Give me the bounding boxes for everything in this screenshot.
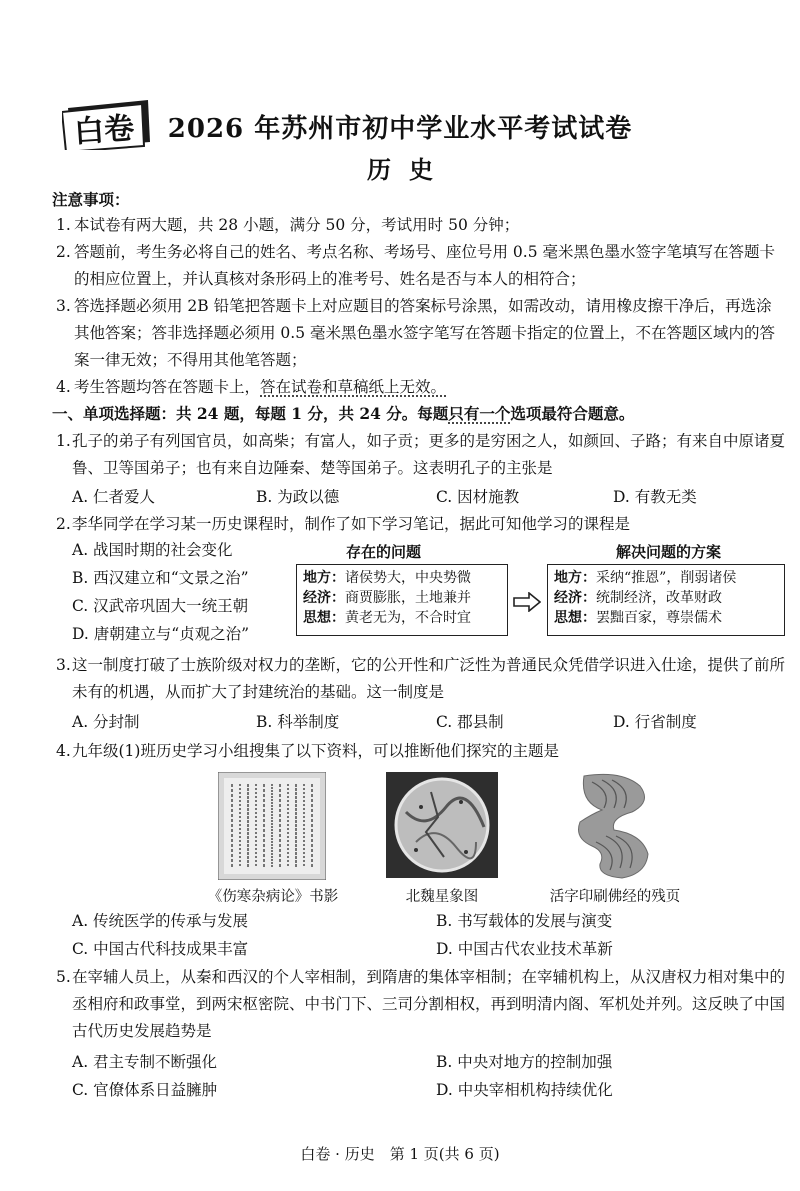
caption-star-map: 北魏星象图: [405, 889, 479, 905]
note-text: 答选择题必须用 2B 铅笔把答题卡上对应题目的答案标号涂黑，如需改动，请用橡皮擦干净后，再选涂其他答案；答非选择题必须用 0.5 毫米黑色墨水签字笔写在答题卡指定的位置上，不在答题区域内的答案一律无效；不得用其他笔答题；: [74, 297, 776, 369]
caption-sutra: 活字印刷佛经的残页: [549, 889, 681, 905]
question-4-options: [72, 907, 772, 963]
note-item-4: [52, 374, 782, 401]
page-footer: 白卷 · 历史 第 1 页(共 6 页): [300, 1145, 500, 1163]
option-b[interactable]: B. 为政以德: [256, 488, 340, 506]
note-item-2: [52, 239, 782, 293]
option-b[interactable]: B. 书写载体的发展与演变: [436, 912, 613, 930]
question-number: 3.: [56, 656, 71, 674]
question-text: 李华同学在学习某一历史课程时，制作了如下学习笔记，据此可知他学习的课程是: [72, 515, 631, 533]
option-c[interactable]: C. 官僚体系日益臃肿: [72, 1081, 218, 1099]
option-c[interactable]: C. 汉武帝巩固大一统王朝: [72, 597, 249, 615]
exam-subject: 历史: [367, 155, 451, 184]
option-c[interactable]: C. 因材施教: [436, 488, 520, 506]
option-b[interactable]: B. 西汉建立和“文景之治”: [72, 569, 249, 587]
arrow-right-icon: [513, 592, 541, 612]
question-text: 在宰辅人员上，从秦和西汉的个人宰相制，到隋唐的集体宰相制；在宰辅机构上，从汉唐权力相对集中的丞相府和政事堂，到两宋枢密院、中书门下、三司分割相权，再到明清内阁、军机处并列。这反映了中国古代历史发展趋势是: [72, 968, 786, 1040]
question-3-options: [72, 710, 772, 736]
problems-title: 存在的问题: [346, 543, 422, 561]
option-a[interactable]: A. 仁者爱人: [72, 488, 156, 506]
option-d[interactable]: D. 有教无类: [613, 488, 697, 506]
problem-row: 地方：诸侯势大，中央势微: [303, 570, 471, 586]
question-1-options: [72, 485, 772, 511]
section-heading-part: 一、单项选择题：共 24 题，每题 1 分，共 24 分。每题: [52, 404, 449, 423]
option-d[interactable]: D. 行省制度: [613, 713, 697, 731]
solutions-title: 解决问题的方案: [616, 543, 722, 561]
note-number: 4.: [56, 378, 71, 396]
note-number: 1.: [56, 216, 71, 234]
section-heading: [52, 402, 782, 424]
option-c[interactable]: C. 中国古代科技成果丰富: [72, 940, 249, 958]
option-d[interactable]: D. 中国古代农业技术革新: [436, 940, 613, 958]
exam-title: 2026 年苏州市初中学业水平考试试卷: [167, 114, 633, 144]
solutions-box: [547, 564, 785, 636]
option-a[interactable]: A. 战国时期的社会变化: [72, 541, 233, 559]
notes-heading: 注意事项：: [52, 190, 130, 209]
problem-row: 思想：黄老无为，不合时宜: [303, 610, 471, 626]
solution-row: 地方：采纳“推恩”，削弱诸侯: [554, 570, 737, 586]
note-item-3: [52, 293, 782, 374]
option-d[interactable]: D. 唐朝建立与“贞观之治”: [72, 625, 250, 643]
note-number: 2.: [56, 243, 71, 261]
note-text-emphasis: 答在试卷和草稿纸上无效。: [260, 378, 447, 396]
question-5: [52, 964, 787, 1045]
question-5-options: [72, 1048, 772, 1104]
question-3: [52, 652, 787, 706]
problems-box: [296, 564, 508, 636]
question-1: [52, 428, 787, 482]
option-a[interactable]: A. 君主专制不断强化: [72, 1053, 218, 1071]
question-text: 九年级(1)班历史学习小组搜集了以下资料，可以推断他们探究的主题是: [72, 742, 559, 760]
option-d[interactable]: D. 中央宰相机构持续优化: [436, 1081, 613, 1099]
question-number: 2.: [56, 515, 71, 533]
section-heading-emphasis: 只有一个: [448, 404, 511, 423]
problem-row: 经济：商贾膨胀，土地兼并: [303, 590, 471, 606]
question-2-options: [72, 536, 292, 648]
note-number: 3.: [56, 297, 71, 315]
note-text: 答题前，考生务必将自己的姓名、考点名称、考场号、座位号用 0.5 毫米黑色墨水签字笔填写在答题卡的相应位置上，并认真核对条形码上的准考号、姓名是否与本人的相符合；: [74, 243, 776, 288]
question-number: 1.: [56, 432, 71, 450]
question-text: 这一制度打破了士族阶级对权力的垄断，它的公开性和广泛性为普通民众凭借学识进入仕途，提供了前所未有的机遇，从而扩大了封建统治的基础。这一制度是: [72, 656, 786, 701]
solution-row: 思想：罢黜百家，尊崇儒术: [554, 610, 722, 626]
badge-text: 白卷: [73, 110, 136, 150]
option-a[interactable]: A. 传统医学的传承与发展: [72, 912, 249, 930]
option-b[interactable]: B. 科举制度: [256, 713, 340, 731]
question-number: 5.: [56, 968, 71, 986]
caption-shanghan: 《伤寒杂病论》书影: [207, 889, 339, 905]
note-item-1: [52, 212, 782, 239]
section-heading-part: 选项最符合题意。: [510, 404, 635, 423]
solution-row: 经济：统制经济，改革财政: [554, 590, 722, 606]
question-4: [52, 738, 787, 765]
note-text: 考生答题均答在答题卡上，: [74, 378, 261, 396]
option-b[interactable]: B. 中央对地方的控制加强: [436, 1053, 613, 1071]
question-text: 孔子的弟子有列国官员，如高柴；有富人，如子贡；更多的是穷困之人，如颜回、子路；有来自中原诸夏鲁、卫等国弟子；也有来自边陲秦、楚等国弟子。这表明孔子的主张是: [72, 432, 786, 477]
question-2: [52, 511, 787, 538]
option-a[interactable]: A. 分封制: [72, 713, 140, 731]
movable-type-sutra-image: [562, 772, 658, 880]
option-c[interactable]: C. 郡县制: [436, 713, 504, 731]
beiwei-star-map-image: [386, 772, 498, 878]
note-text: 本试卷有两大题，共 28 小题，满分 50 分，考试用时 50 分钟；: [74, 216, 520, 234]
shanghan-book-image: [218, 772, 326, 880]
question-number: 4.: [56, 742, 71, 760]
